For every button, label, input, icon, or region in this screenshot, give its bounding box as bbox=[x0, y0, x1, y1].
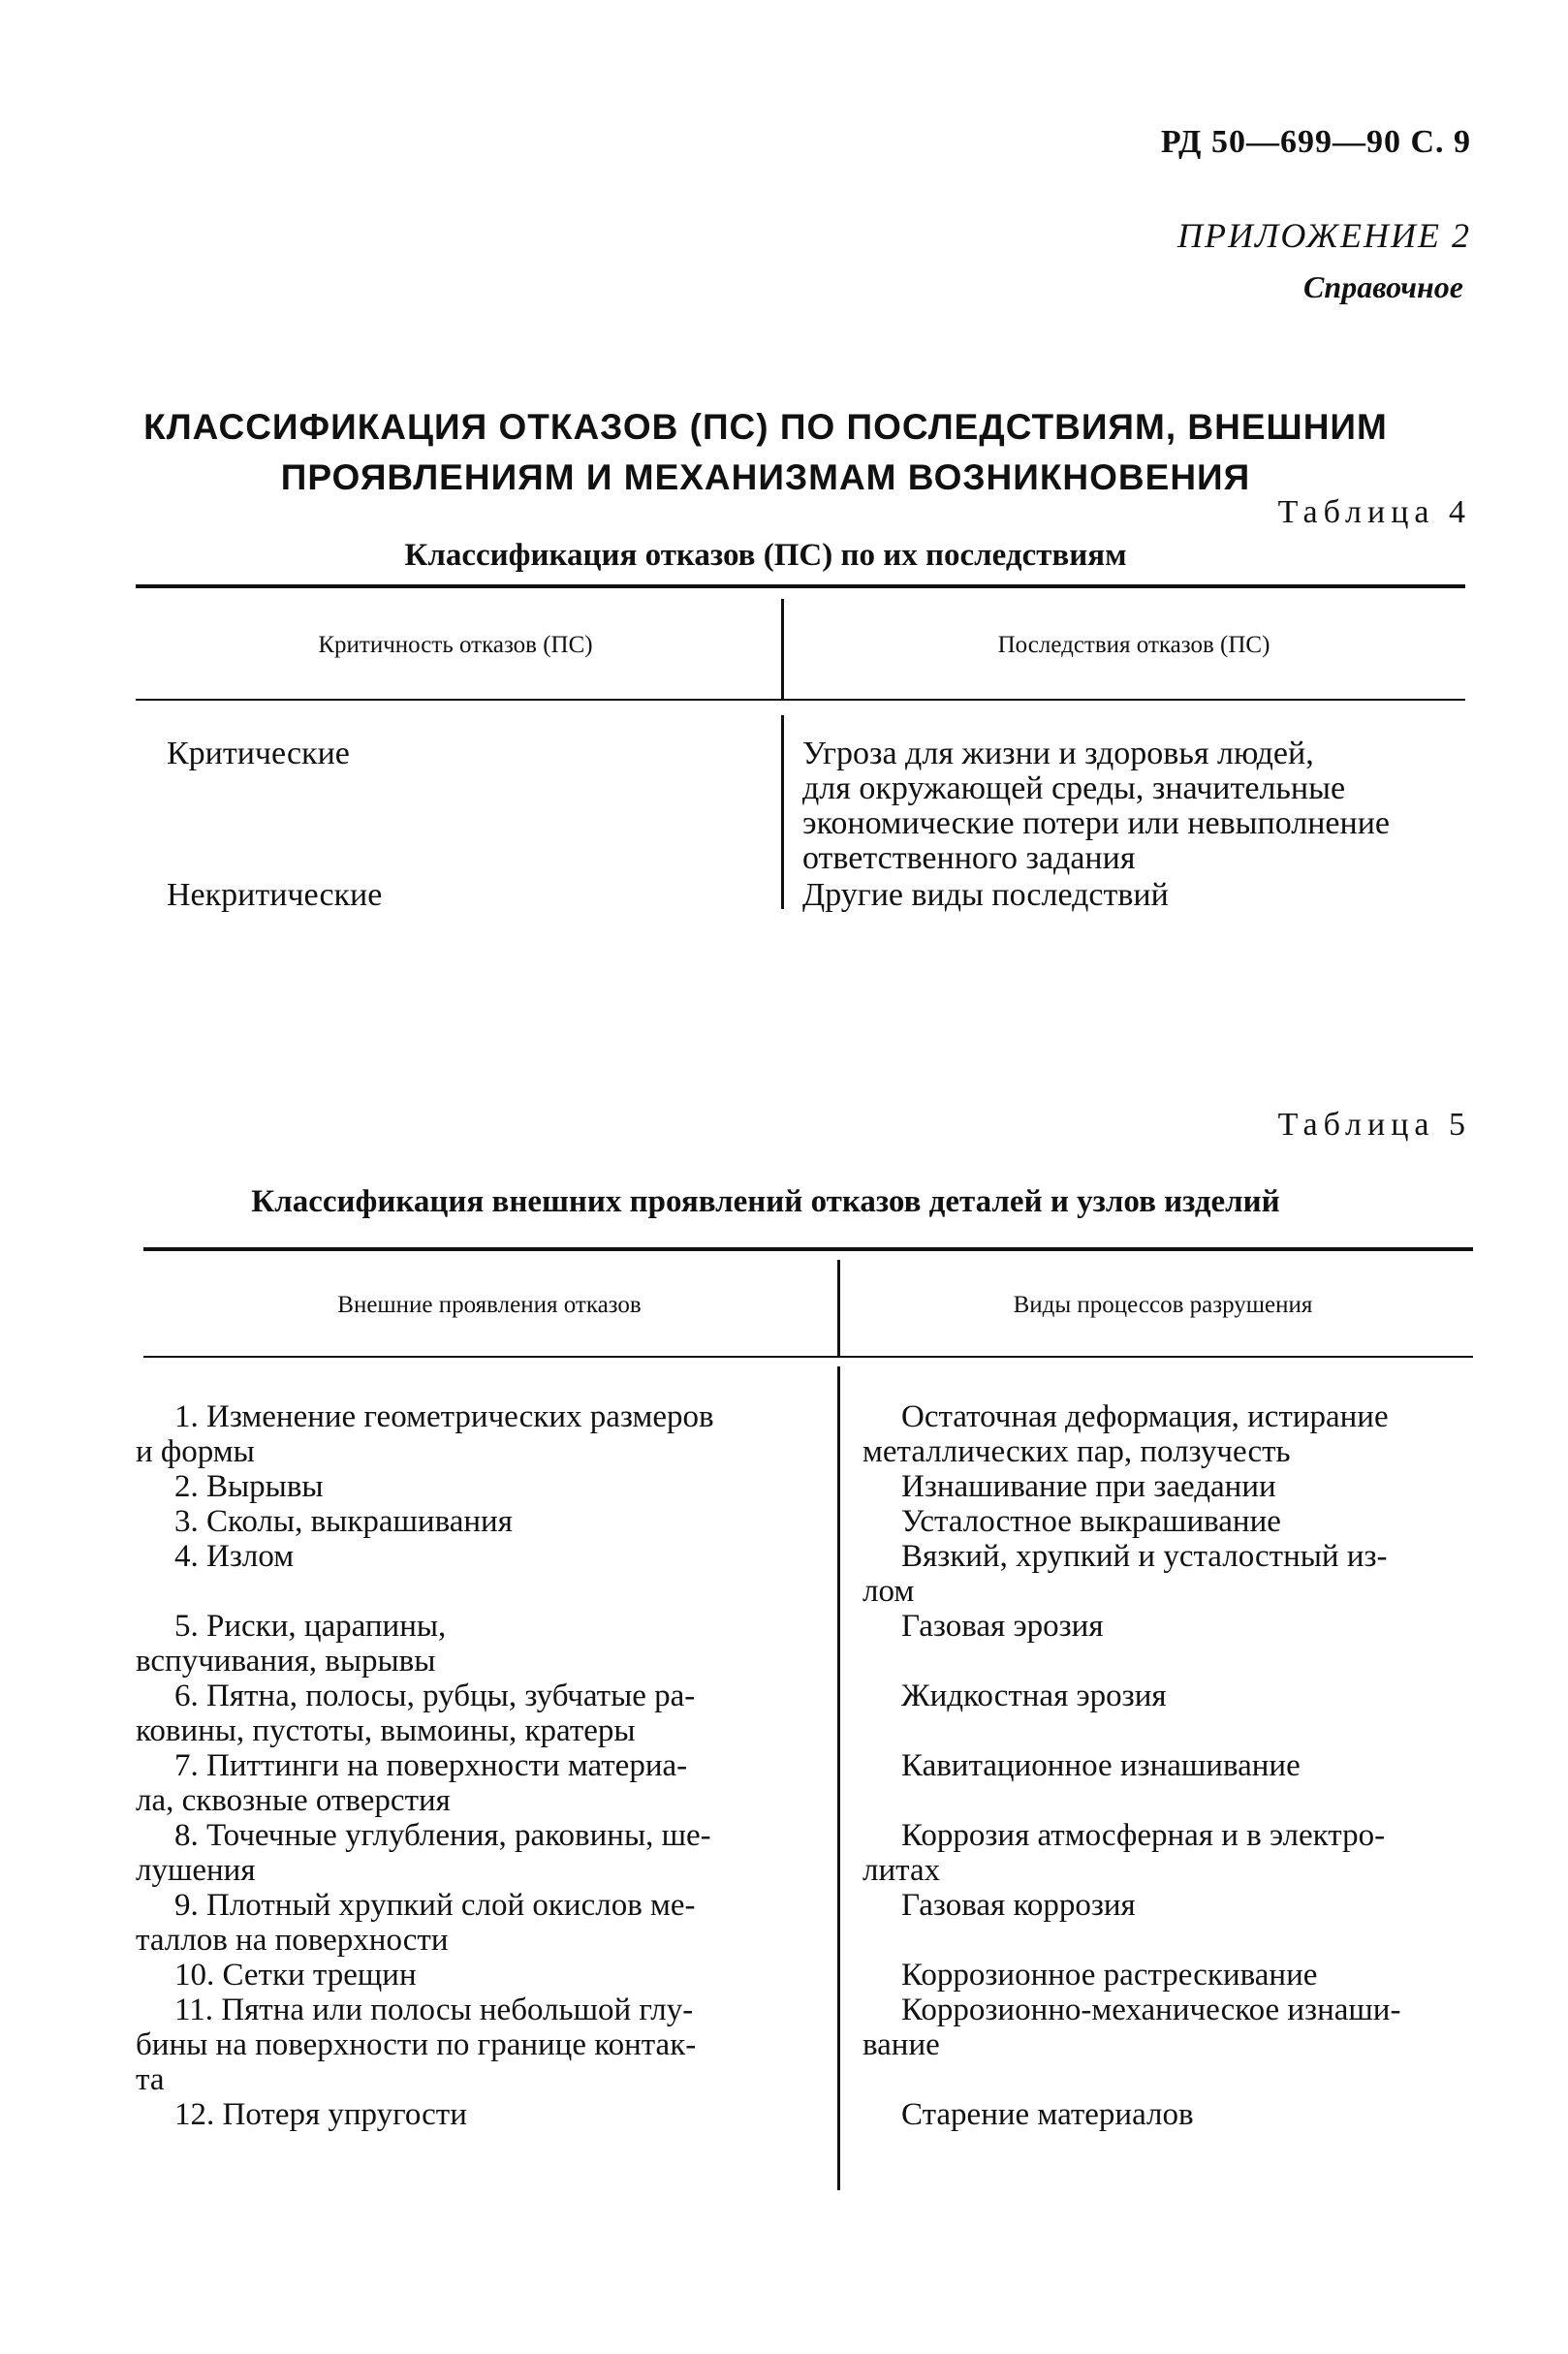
table5-label: Таблица 5 bbox=[1277, 1107, 1471, 1143]
table5-row-5-manifestation-line: 5. Риски, царапины, bbox=[174, 1609, 447, 1644]
table5-row-2-manifestation-line: 2. Вырывы bbox=[174, 1469, 324, 1504]
table5-row-11-manifestation-line: бины на поверхности по границе контак- bbox=[136, 2027, 697, 2062]
table5-col2-header: Виды процессов разрушения bbox=[1013, 1292, 1313, 1318]
table5-row-8-process-line: литах bbox=[862, 1853, 941, 1888]
table5-row-6-manifestation-line: 6. Пятна, полосы, рубцы, зубчатые ра- bbox=[174, 1679, 696, 1713]
table4-row-1-consequence-line: ответственного задания bbox=[802, 840, 1136, 876]
table5-row-4-process bbox=[862, 1539, 1483, 1609]
table5-row-9-process bbox=[862, 1888, 1483, 1923]
table5-row-7-manifestation-line: 7. Питтинги на поверхности материа- bbox=[174, 1748, 688, 1783]
page-title-line-2: ПРОЯВЛЕНИЯМ И МЕХАНИЗМАМ ВОЗНИКНОВЕНИЯ bbox=[280, 457, 1251, 497]
table5-row-3-process bbox=[862, 1504, 1483, 1539]
appendix-label: ПРИЛОЖЕНИЕ 2 bbox=[1177, 216, 1471, 255]
table5-row-11-manifestation-line: та bbox=[136, 2062, 165, 2097]
table4-row-2-criticality: Некритические bbox=[167, 877, 383, 913]
table4-row-1-consequence bbox=[802, 737, 1471, 876]
table5-row-7-manifestation bbox=[136, 1748, 814, 1818]
table5-row-3-process-line: Усталостное выкрашивание bbox=[901, 1504, 1281, 1539]
table5-row-1-manifestation-line: 1. Изменение геометрических размеров bbox=[174, 1399, 714, 1434]
table4-row-1-criticality: Критические bbox=[167, 736, 350, 771]
table5-row-9-manifestation-line: таллов на поверхности bbox=[136, 1923, 449, 1958]
table5-row-6-process bbox=[862, 1679, 1483, 1713]
table4-header-rule bbox=[136, 699, 1465, 701]
table5-row-6-manifestation bbox=[136, 1679, 814, 1748]
table5-row-2-process bbox=[862, 1469, 1483, 1504]
table5-row-3-manifestation bbox=[136, 1504, 814, 1539]
table5-row-5-manifestation-line: вспучивания, вырывы bbox=[136, 1644, 436, 1679]
table5-row-7-manifestation-line: ла, сквозные отверстия bbox=[136, 1783, 451, 1818]
table4-top-rule bbox=[136, 584, 1465, 588]
table5-row-10-process-line: Коррозионное растрескивание bbox=[901, 1958, 1318, 1993]
table4-row-1-consequence-line: экономические потери или невыполнение bbox=[802, 805, 1390, 841]
table5-row-7-process bbox=[862, 1748, 1483, 1783]
table5-row-7-process-line: Кавитационное изнашивание bbox=[901, 1748, 1301, 1783]
table5-row-10-manifestation-line: 10. Сетки трещин bbox=[174, 1958, 417, 1993]
table5-caption: Классификация внешних проявлений отказов деталей и узлов изделий bbox=[251, 1184, 1280, 1219]
table5-row-8-manifestation-line: 8. Точечные углубления, раковины, ше- bbox=[174, 1818, 711, 1853]
page-title-line-1: КЛАССИФИКАЦИЯ ОТКАЗОВ (ПС) ПО ПОСЛЕДСТВИЯМ, ВНЕШНИМ bbox=[143, 407, 1388, 447]
table4-row-2-consequence-line: Другие виды последствий bbox=[802, 877, 1169, 913]
table5-row-12-manifestation-line: 12. Потеря упругости bbox=[174, 2097, 467, 2132]
table5-col1-header: Внешние проявления отказов bbox=[337, 1292, 642, 1318]
table4-body-divider bbox=[781, 715, 784, 909]
table5-header-divider bbox=[837, 1260, 840, 1357]
table5-row-5-manifestation bbox=[136, 1609, 814, 1679]
table5-row-5-process bbox=[862, 1609, 1483, 1644]
table5-row-12-process-line: Старение материалов bbox=[901, 2097, 1194, 2132]
table5-row-3-manifestation-line: 3. Сколы, выкрашивания bbox=[174, 1504, 513, 1539]
table5-row-12-manifestation bbox=[136, 2097, 814, 2132]
table4-header-divider bbox=[781, 599, 784, 700]
table5-row-8-process-line: Коррозия атмосферная и в электро- bbox=[901, 1818, 1386, 1853]
table5-row-1-process bbox=[862, 1399, 1483, 1469]
table5-row-1-manifestation bbox=[136, 1399, 814, 1469]
table5-row-11-manifestation bbox=[136, 1993, 814, 2097]
table4-row-2-consequence bbox=[802, 878, 1471, 913]
table5-row-10-process bbox=[862, 1958, 1483, 1993]
table5-row-4-process-line: лом bbox=[862, 1574, 915, 1609]
table5-row-1-manifestation-line: и формы bbox=[136, 1434, 255, 1469]
table5-body-divider bbox=[837, 1366, 840, 2190]
table5-row-11-process-line: Коррозионно-механическое изнаши- bbox=[901, 1993, 1401, 2027]
table5-row-5-process-line: Газовая эрозия bbox=[901, 1609, 1104, 1644]
table4-col1-header: Критичность отказов (ПС) bbox=[318, 632, 593, 658]
table5-row-9-manifestation bbox=[136, 1888, 814, 1958]
table5-row-9-manifestation-line: 9. Плотный хрупкий слой окислов ме- bbox=[174, 1888, 696, 1923]
table4-label: Таблица 4 bbox=[1277, 494, 1471, 530]
table5-row-4-manifestation bbox=[136, 1539, 814, 1574]
table5-row-1-process-line: металлических пар, ползучесть bbox=[862, 1434, 1291, 1469]
table5-row-2-process-line: Изнашивание при заедании bbox=[901, 1469, 1276, 1504]
table5-row-11-process-line: вание bbox=[862, 2027, 940, 2062]
table5-top-rule bbox=[143, 1247, 1473, 1251]
page-title bbox=[97, 402, 1434, 503]
table5-row-8-manifestation-line: лушения bbox=[136, 1853, 256, 1888]
table5-header-rule bbox=[143, 1356, 1473, 1358]
table5-row-9-process-line: Газовая коррозия bbox=[901, 1888, 1136, 1923]
table5-row-11-process bbox=[862, 1993, 1483, 2062]
table5-row-10-manifestation bbox=[136, 1958, 814, 1993]
table4-caption: Классификация отказов (ПС) по их последствиям bbox=[404, 538, 1127, 573]
table5-row-4-manifestation-line: 4. Излом bbox=[174, 1539, 295, 1574]
table5-row-6-manifestation-line: ковины, пустоты, вымоины, кратеры bbox=[136, 1713, 636, 1748]
appendix-type: Справочное bbox=[1303, 269, 1463, 304]
table5-row-2-manifestation bbox=[136, 1469, 814, 1504]
table5-row-11-manifestation-line: 11. Пятна или полосы небольшой глу- bbox=[174, 1993, 694, 2027]
table5-row-8-process bbox=[862, 1818, 1483, 1888]
table4-row-1-consequence-line: Угроза для жизни и здоровья людей, bbox=[802, 736, 1314, 771]
table5-row-8-manifestation bbox=[136, 1818, 814, 1888]
table4-col2-header: Последствия отказов (ПС) bbox=[997, 632, 1270, 658]
table5-row-4-process-line: Вязкий, хрупкий и усталостный из- bbox=[901, 1539, 1388, 1574]
table5-row-1-process-line: Остаточная деформация, истирание bbox=[901, 1399, 1389, 1434]
document-code: РД 50—699—90 С. 9 bbox=[1160, 124, 1471, 160]
table5-row-12-process bbox=[862, 2097, 1483, 2132]
table4-row-1-consequence-line: для окружающей среды, значительные bbox=[802, 770, 1346, 806]
table5-row-6-process-line: Жидкостная эрозия bbox=[901, 1679, 1167, 1713]
